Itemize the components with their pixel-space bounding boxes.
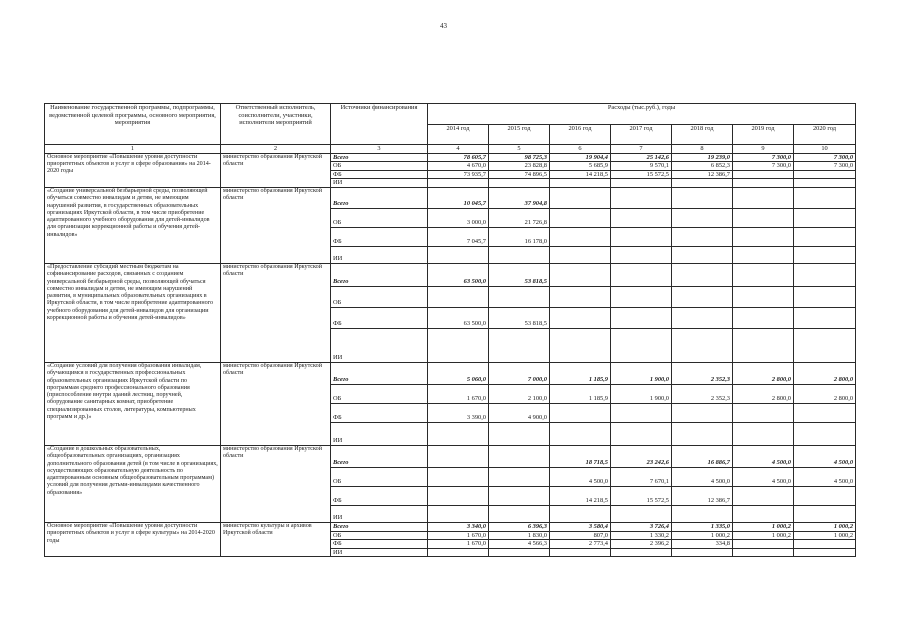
expense-value xyxy=(428,422,489,445)
expense-value: 1 000,2 xyxy=(733,522,794,531)
header-year: 2020 год xyxy=(794,125,856,145)
expense-value xyxy=(733,486,794,505)
expense-value xyxy=(611,263,672,286)
funding-source: ОБ xyxy=(331,467,428,486)
expense-value: 4 566,3 xyxy=(489,540,550,549)
expense-value: 73 935,7 xyxy=(428,170,489,179)
expense-value xyxy=(550,179,611,188)
program-name: «Предоставление субсидий местным бюджетам на софинансирование расходов, связанных с созданием универсальной безбарьерной среды, позволяющей обучаться совместно инвалидам и детям, не имеющим нарушений развития, в муниципальных образовательных организациях в Иркутской области, в том числе приобретение адаптированного учебного оборудования для детей-инвалидов для организации коррекционной работы и обучения детей-инвалидов» xyxy=(45,263,221,362)
expense-value: 2 800,0 xyxy=(794,362,856,384)
expense-value: 16 178,0 xyxy=(489,227,550,246)
expense-value: 23 242,6 xyxy=(611,445,672,467)
expense-value xyxy=(672,505,733,522)
expense-value xyxy=(794,246,856,263)
expense-value xyxy=(733,179,794,188)
column-number: 3 xyxy=(331,145,428,154)
column-number: 2 xyxy=(221,145,331,154)
expense-value xyxy=(550,403,611,422)
expense-value xyxy=(611,187,672,208)
expense-value xyxy=(672,208,733,227)
header-expenses: Расходы (тыс.руб.), годы xyxy=(428,104,856,125)
expense-value: 5 060,0 xyxy=(428,362,489,384)
expense-value: 1 335,0 xyxy=(672,522,733,531)
expense-value xyxy=(794,286,856,307)
expense-value xyxy=(733,548,794,557)
expense-value xyxy=(611,403,672,422)
expense-value xyxy=(489,467,550,486)
expense-value: 12 386,7 xyxy=(672,486,733,505)
expense-value: 4 500,0 xyxy=(733,445,794,467)
expense-value xyxy=(733,403,794,422)
expense-value: 15 572,5 xyxy=(611,486,672,505)
expense-value: 4 900,0 xyxy=(489,403,550,422)
expense-value: 1 670,0 xyxy=(428,540,489,549)
column-number: 7 xyxy=(611,145,672,154)
expense-value xyxy=(428,246,489,263)
header-year: 2015 год xyxy=(489,125,550,145)
header-year: 2019 год xyxy=(733,125,794,145)
expense-value: 7 300,0 xyxy=(794,162,856,171)
expense-value: 98 725,3 xyxy=(489,153,550,162)
expense-value xyxy=(733,422,794,445)
expense-value xyxy=(550,548,611,557)
funding-source: Всего xyxy=(331,263,428,286)
expense-value: 4 500,0 xyxy=(672,467,733,486)
expense-value: 7 670,1 xyxy=(611,467,672,486)
expense-value xyxy=(672,179,733,188)
expense-value xyxy=(550,422,611,445)
expense-value: 6 852,3 xyxy=(672,162,733,171)
expense-value xyxy=(489,445,550,467)
expense-value: 7 000,0 xyxy=(489,362,550,384)
funding-source: ИИ xyxy=(331,246,428,263)
header-year: 2017 год xyxy=(611,125,672,145)
expense-value xyxy=(428,445,489,467)
expense-value xyxy=(733,227,794,246)
expense-value xyxy=(611,286,672,307)
funding-row xyxy=(45,362,856,384)
expense-value: 15 572,5 xyxy=(611,170,672,179)
funding-source: ФБ xyxy=(331,403,428,422)
expense-value xyxy=(794,263,856,286)
expense-value: 4 500,0 xyxy=(550,467,611,486)
expense-value: 1 185,9 xyxy=(550,384,611,403)
program-name: «Создание в дошкольных образовательных, общеобразовательных организациях, организациях дополнительного образования детей (в том числе в организациях, осуществляющих образовательную деятельность по адаптированным основным общеобразовательным программам) условий для получения детьми-инвалидами качественного образования» xyxy=(45,445,221,522)
program-name: «Создание универсальной безбарьерной среды, позволяющей обучаться совместно инвалидам и детям, не имеющим нарушений развития, в государственных образовательных организациях Иркутской области, в том числе приобретение адаптированного учебного оборудования для детей-инвалидов для организации коррекционной работы и обучения детей-инвалидов» xyxy=(45,187,221,263)
expense-value xyxy=(794,422,856,445)
expense-value: 4 500,0 xyxy=(794,467,856,486)
expense-value xyxy=(550,187,611,208)
expense-value: 14 218,5 xyxy=(550,486,611,505)
expense-value: 7 300,0 xyxy=(733,162,794,171)
responsible-executor: министерство образования Иркутской области xyxy=(221,187,331,263)
expense-value xyxy=(794,548,856,557)
expense-value xyxy=(733,307,794,328)
expense-value xyxy=(733,170,794,179)
expense-value xyxy=(794,179,856,188)
expense-value xyxy=(794,307,856,328)
funding-source: ОБ xyxy=(331,286,428,307)
responsible-executor: министерство образования Иркутской области xyxy=(221,263,331,362)
expense-value xyxy=(794,208,856,227)
expense-value: 1 000,2 xyxy=(672,531,733,540)
expense-value: 19 904,4 xyxy=(550,153,611,162)
expense-value xyxy=(550,246,611,263)
expense-value xyxy=(611,422,672,445)
expense-value xyxy=(672,227,733,246)
expense-value xyxy=(550,307,611,328)
expense-value xyxy=(550,505,611,522)
expense-value: 4 500,0 xyxy=(733,467,794,486)
header-responsible: Ответственный исполнитель, соисполнители, участники, исполнители мероприятий xyxy=(221,104,331,145)
expense-value xyxy=(611,246,672,263)
expense-value: 3 390,0 xyxy=(428,403,489,422)
expense-value: 7 300,0 xyxy=(733,153,794,162)
expense-value xyxy=(733,286,794,307)
expense-value: 74 896,5 xyxy=(489,170,550,179)
responsible-executor: министерство культуры и архивов Иркутской области xyxy=(221,522,331,556)
expense-value xyxy=(489,179,550,188)
header-year: 2014 год xyxy=(428,125,489,145)
expense-value xyxy=(489,548,550,557)
expense-value: 63 500,0 xyxy=(428,307,489,328)
expense-value xyxy=(550,328,611,362)
expense-value xyxy=(794,540,856,549)
funding-source: ИИ xyxy=(331,422,428,445)
funding-source: ИИ xyxy=(331,548,428,557)
expense-value xyxy=(733,263,794,286)
expense-value xyxy=(489,505,550,522)
expense-value: 4 500,0 xyxy=(794,445,856,467)
column-number: 8 xyxy=(672,145,733,154)
expense-value: 1 900,0 xyxy=(611,362,672,384)
expense-value xyxy=(672,307,733,328)
expense-value: 9 570,1 xyxy=(611,162,672,171)
expense-value xyxy=(794,328,856,362)
expense-value xyxy=(550,208,611,227)
expense-value xyxy=(733,505,794,522)
expense-value: 3 340,0 xyxy=(428,522,489,531)
funding-source: ОБ xyxy=(331,531,428,540)
expense-value xyxy=(428,486,489,505)
expense-value xyxy=(428,328,489,362)
expense-value: 6 396,3 xyxy=(489,522,550,531)
expense-value xyxy=(489,486,550,505)
funding-source: Всего xyxy=(331,187,428,208)
expense-value: 4 670,0 xyxy=(428,162,489,171)
expense-value xyxy=(733,328,794,362)
expense-value: 2 396,2 xyxy=(611,540,672,549)
expense-value xyxy=(428,179,489,188)
responsible-executor: министерство образования Иркутской области xyxy=(221,153,331,187)
expense-value: 21 726,8 xyxy=(489,208,550,227)
expense-value: 37 904,8 xyxy=(489,187,550,208)
expense-value: 1 000,2 xyxy=(733,531,794,540)
column-number: 10 xyxy=(794,145,856,154)
expense-value: 53 818,5 xyxy=(489,263,550,286)
expense-value xyxy=(672,328,733,362)
expense-value: 25 142,6 xyxy=(611,153,672,162)
program-name: Основное мероприятие «Повышение уровня доступности приоритетных объектов и услуг в сфере образования» на 2014-2020 годы xyxy=(45,153,221,187)
expense-value: 1 000,2 xyxy=(794,531,856,540)
expense-value xyxy=(794,227,856,246)
expense-value xyxy=(733,540,794,549)
header-funding-source: Источники финансирования xyxy=(331,104,428,145)
expense-value: 3 580,4 xyxy=(550,522,611,531)
funding-source: ИИ xyxy=(331,328,428,362)
expense-value: 2 352,3 xyxy=(672,362,733,384)
expense-value: 1 330,2 xyxy=(611,531,672,540)
expense-value: 16 886,7 xyxy=(672,445,733,467)
funding-source: ФБ xyxy=(331,227,428,246)
expense-value: 2 352,3 xyxy=(672,384,733,403)
expense-value: 2 773,4 xyxy=(550,540,611,549)
expense-value xyxy=(489,246,550,263)
expense-value: 78 605,7 xyxy=(428,153,489,162)
expense-value: 3 726,4 xyxy=(611,522,672,531)
funding-source: ОБ xyxy=(331,384,428,403)
expense-value: 53 818,5 xyxy=(489,307,550,328)
expense-value: 334,8 xyxy=(672,540,733,549)
expense-value xyxy=(428,467,489,486)
program-name: Основное мероприятие «Повышение уровня доступности приоритетных объектов и услуг в сфере культуры» на 2014-2020 годы xyxy=(45,522,221,556)
expense-value xyxy=(672,422,733,445)
expense-value xyxy=(428,286,489,307)
funding-source: ИИ xyxy=(331,179,428,188)
funding-source: ОБ xyxy=(331,208,428,227)
expense-value xyxy=(794,505,856,522)
financing-table xyxy=(44,103,856,557)
expense-value: 1 670,0 xyxy=(428,531,489,540)
expense-value xyxy=(550,286,611,307)
expense-value: 7 045,7 xyxy=(428,227,489,246)
funding-source: Всего xyxy=(331,445,428,467)
header-program-name: Наименование государственной программы, подпрограммы, ведомственной целевой программы, основного мероприятия, мероприятия xyxy=(45,104,221,145)
expense-value: 7 300,0 xyxy=(794,153,856,162)
expense-value xyxy=(428,548,489,557)
expense-value: 3 000,0 xyxy=(428,208,489,227)
expense-value xyxy=(428,505,489,522)
expense-value xyxy=(794,187,856,208)
expense-value xyxy=(611,505,672,522)
expense-value xyxy=(672,263,733,286)
expense-value xyxy=(733,246,794,263)
expense-value: 1 670,0 xyxy=(428,384,489,403)
expense-value xyxy=(794,170,856,179)
header-year: 2018 год xyxy=(672,125,733,145)
funding-source: Всего xyxy=(331,153,428,162)
expense-value xyxy=(611,307,672,328)
expense-value: 10 045,7 xyxy=(428,187,489,208)
funding-source: ФБ xyxy=(331,170,428,179)
expense-value: 18 718,5 xyxy=(550,445,611,467)
expense-value xyxy=(611,208,672,227)
funding-source: Всего xyxy=(331,362,428,384)
expense-value: 807,0 xyxy=(550,531,611,540)
expense-value xyxy=(611,227,672,246)
responsible-executor: министерство образования Иркутской области xyxy=(221,362,331,445)
expense-value: 2 800,0 xyxy=(733,384,794,403)
expense-value xyxy=(489,422,550,445)
expense-value xyxy=(733,187,794,208)
responsible-executor: министерство образования Иркутской области xyxy=(221,445,331,522)
expense-value xyxy=(550,263,611,286)
expense-value xyxy=(794,403,856,422)
column-number: 1 xyxy=(45,145,221,154)
expense-value: 63 500,0 xyxy=(428,263,489,286)
column-number: 4 xyxy=(428,145,489,154)
funding-row xyxy=(45,187,856,208)
column-number: 6 xyxy=(550,145,611,154)
expense-value: 14 218,5 xyxy=(550,170,611,179)
expense-value: 19 239,0 xyxy=(672,153,733,162)
expense-value xyxy=(611,179,672,188)
expense-value: 1 185,9 xyxy=(550,362,611,384)
funding-source: ФБ xyxy=(331,486,428,505)
funding-source: ФБ xyxy=(331,540,428,549)
expense-value: 23 828,8 xyxy=(489,162,550,171)
funding-row xyxy=(45,445,856,467)
expense-value xyxy=(611,328,672,362)
funding-row xyxy=(45,522,856,531)
expense-value xyxy=(489,328,550,362)
header-year: 2016 год xyxy=(550,125,611,145)
funding-row xyxy=(45,263,856,286)
expense-value xyxy=(733,208,794,227)
expense-value xyxy=(672,403,733,422)
expense-value xyxy=(794,486,856,505)
expense-value: 1 830,0 xyxy=(489,531,550,540)
expense-value xyxy=(672,187,733,208)
expense-value: 5 685,9 xyxy=(550,162,611,171)
funding-source: Всего xyxy=(331,522,428,531)
funding-row xyxy=(45,153,856,162)
expense-value xyxy=(550,227,611,246)
column-number: 5 xyxy=(489,145,550,154)
funding-source: ИИ xyxy=(331,505,428,522)
expense-value: 2 800,0 xyxy=(733,362,794,384)
expense-value xyxy=(672,246,733,263)
expense-value: 2 100,0 xyxy=(489,384,550,403)
expense-value: 2 800,0 xyxy=(794,384,856,403)
expense-value: 12 386,7 xyxy=(672,170,733,179)
expense-value xyxy=(672,548,733,557)
page-number: 43 xyxy=(440,22,447,30)
funding-source: ФБ xyxy=(331,307,428,328)
program-name: «Создание условий для получения образования инвалидам, обучающимся в государственных профессиональных образовательных организациях Иркутской области по программам среднего профессионального образования (приспособление внутри зданий лестниц, поручней, оборудование санитарных комнат, приобретение специализированных столов, литературы, компьютерных программ и др.)» xyxy=(45,362,221,445)
expense-value xyxy=(489,286,550,307)
expense-value xyxy=(611,548,672,557)
expense-value: 1 000,2 xyxy=(794,522,856,531)
funding-source: ОБ xyxy=(331,162,428,171)
column-number: 9 xyxy=(733,145,794,154)
expense-value: 1 900,0 xyxy=(611,384,672,403)
expense-value xyxy=(672,286,733,307)
